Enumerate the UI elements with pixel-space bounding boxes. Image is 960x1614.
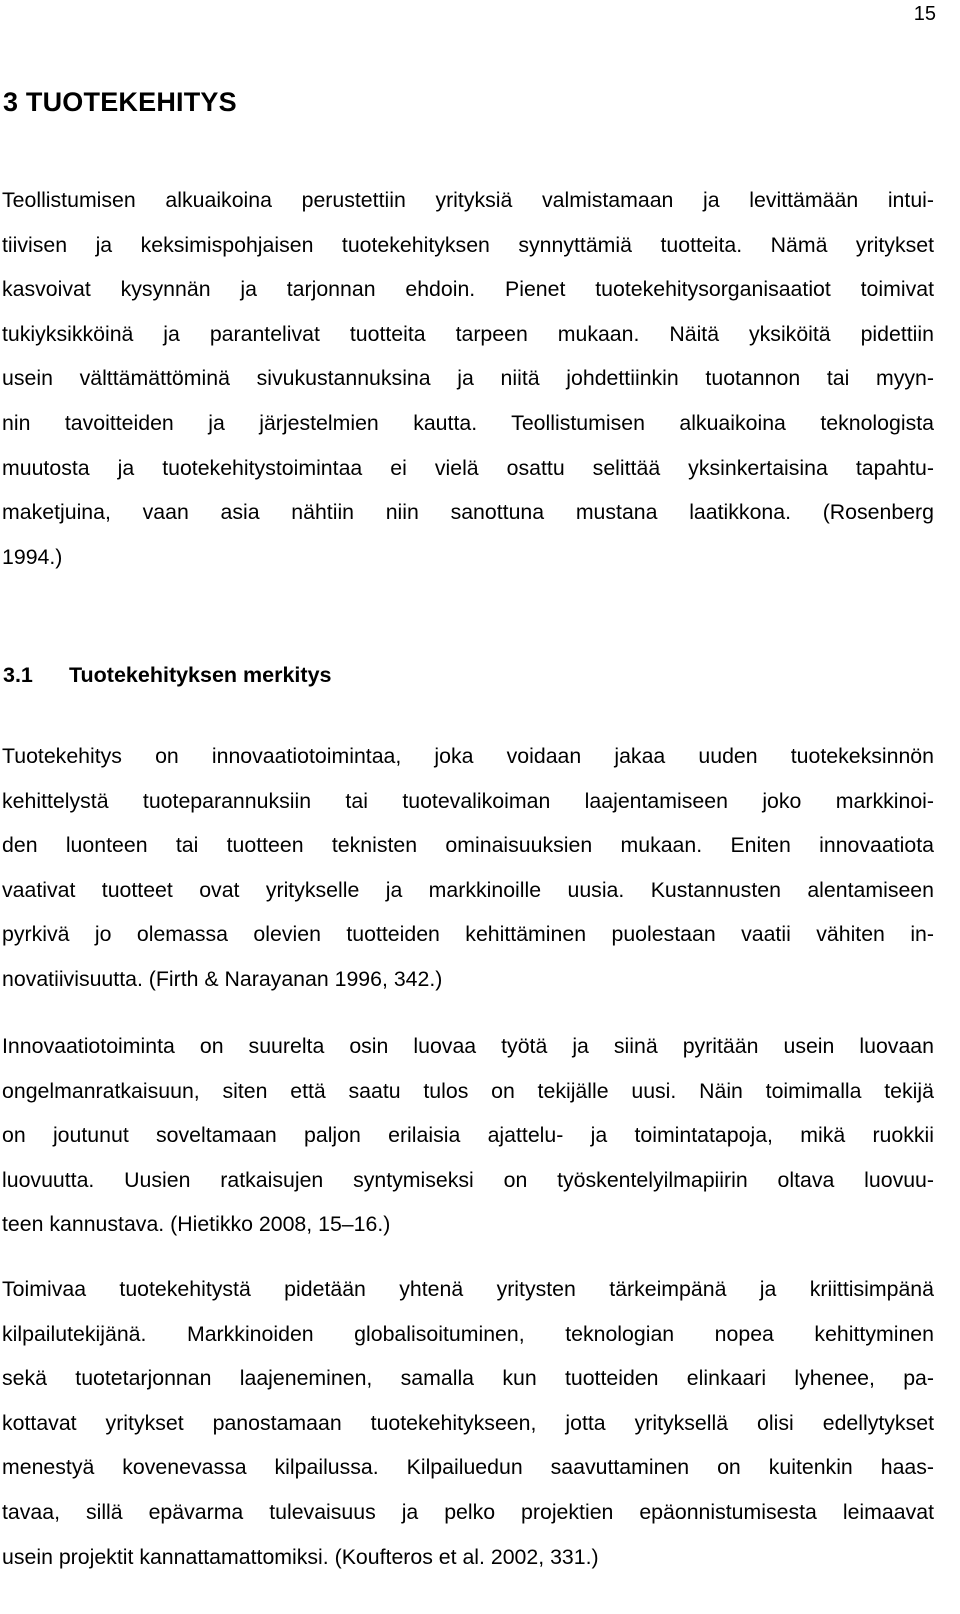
section-number: 3.1 [3,663,33,687]
paragraph-line: usein välttämättöminä sivukustannuksina ja niitä johdettiinkin tuotannon tai myyn- [2,366,934,391]
paragraph-line: sekä tuotetarjonnan laajeneminen, samalla kun tuotteiden elinkaari lyhenee, pa- [2,1366,934,1391]
paragraph-4 [2,1267,934,1579]
paragraph-line: teen kannustava. (Hietikko 2008, 15–16.) [2,1212,391,1237]
chapter-title: 3 TUOTEKEHITYS [3,87,237,117]
paragraph-line: maketjuina, vaan asia nähtiin niin sanottuna mustana laatikkona. (Rosenberg [2,500,934,525]
paragraph-line: novatiivisuutta. (Firth & Narayanan 1996, 342.) [2,966,443,991]
page-number: 15 [913,3,936,25]
paragraph-line: Tuotekehitys on innovaatiotoimintaa, joka voidaan jakaa uuden tuotekeksinnön [2,744,934,768]
paragraph-line: vaativat tuotteet ovat yritykselle ja markkinoille uusia. Kustannusten alentamiseen [2,877,934,902]
paragraph-line: menestyä kovenevassa kilpailussa. Kilpailuedun saavuttaminen on kuitenkin haas- [2,1455,934,1480]
section-title [3,662,331,688]
paragraph-line: den luonteen tai tuotteen teknisten ominaisuuksien mukaan. Eniten innovaatiota [2,833,934,858]
paragraph-line: kehittelystä tuoteparannuksiin tai tuotevalikoiman laajentamiseen joko markkinoi- [2,788,934,813]
paragraph-line: kilpailutekijänä. Markkinoiden globalisoituminen, teknologian nopea kehittyminen [2,1321,934,1346]
paragraph-line: kottavat yritykset panostamaan tuotekehitykseen, jotta yrityksellä olisi edellytykset [2,1410,934,1435]
paragraph-line: nin tavoitteiden ja järjestelmien kautta. Teollistumisen alkuaikoina teknologista [2,410,934,435]
paragraph-line: 1994.) [2,544,63,569]
paragraph-line: Teollistumisen alkuaikoina perustettiin yrityksiä valmistamaan ja levittämään intui- [2,188,934,212]
section-title-text: Tuotekehityksen merkitys [69,663,332,687]
paragraph-line: usein projektit kannattamattomiksi. (Koufteros et al. 2002, 331.) [2,1544,599,1569]
paragraph-line: tiivisen ja keksimispohjaisen tuotekehityksen synnyttämiä tuotteita. Nämä yritykset [2,232,934,257]
paragraph-line: tukiyksikköinä ja parantelivat tuotteita tarpeen mukaan. Näitä yksiköitä pidettiin [2,321,934,346]
paragraph-1 [2,178,934,579]
paragraph-line: on joutunut soveltamaan paljon erilaisia ajattelu- ja toimintatapoja, mikä ruokkii [2,1123,934,1148]
paragraph-line: pyrkivä jo olemassa olevien tuotteiden kehittäminen puolestaan vaatii vähiten in- [2,922,934,947]
paragraph-3 [2,1024,934,1247]
paragraph-line: Toimivaa tuotekehitystä pidetään yhtenä yritysten tärkeimpänä ja kriittisimpänä [2,1277,934,1301]
paragraph-line: luovuutta. Uusien ratkaisujen syntymiseksi on työskentelyilmapiirin oltava luovuu- [2,1167,934,1192]
paragraph-line: muutosta ja tuotekehitystoimintaa ei vielä osattu selittää yksinkertaisina tapahtu- [2,455,934,480]
paragraph-line: kasvoivat kysynnän ja tarjonnan ehdoin. Pienet tuotekehitysorganisaatiot toimivat [2,277,934,302]
paragraph-line: Innovaatiotoiminta on suurelta osin luovaa työtä ja siinä pyritään usein luovaan [2,1034,934,1058]
paragraph-2 [2,734,934,1002]
paragraph-line: tavaa, sillä epävarma tulevaisuus ja pelko projektien epäonnistumisesta leimaavat [2,1499,934,1524]
paragraph-line: ongelmanratkaisuun, siten että saatu tulos on tekijälle uusi. Näin toimimalla tekijä [2,1078,934,1103]
